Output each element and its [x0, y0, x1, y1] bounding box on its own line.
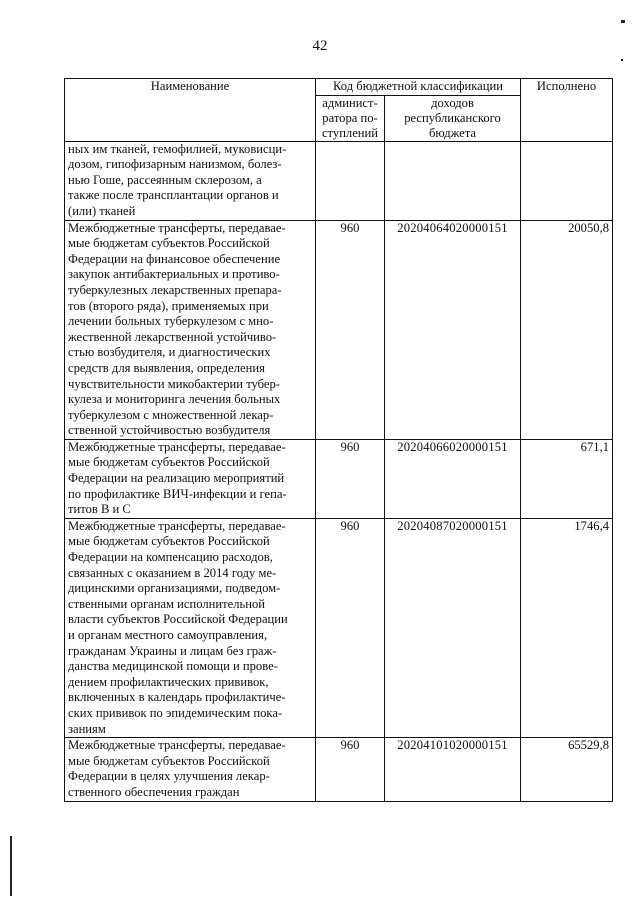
- row-name: [65, 738, 316, 801]
- row-name-line: Межбюджетные трансферты, передавае-: [68, 518, 286, 533]
- row-name: [65, 220, 316, 439]
- row-name-line: лечении больных туберкулезом с мно-: [68, 314, 274, 329]
- row-name-line: включенных в календарь профилактиче-: [68, 690, 286, 705]
- row-name-line: власти субъектов Российской Федерации: [68, 612, 288, 627]
- row-name-line: мые бюджетам субъектов Российской: [68, 534, 270, 549]
- header-executed: Исполнено: [521, 79, 613, 142]
- row-name-line: гражданам Украины и лицам без граж-: [68, 643, 277, 658]
- row-name: [65, 518, 316, 737]
- row-name-line: нью Гоше, рассеянным склерозом, а: [68, 172, 262, 187]
- table-row: [65, 738, 613, 801]
- row-name-line: мые бюджетам субъектов Российской: [68, 753, 270, 768]
- row-admin-code: [316, 141, 385, 220]
- table-row: [65, 439, 613, 518]
- row-executed: [521, 141, 613, 220]
- table-row: [65, 141, 613, 220]
- row-name-line: дицинскими организациями, подведом-: [68, 581, 281, 596]
- row-name-line: тов (второго ряда), применяемых при: [68, 298, 269, 313]
- page-number: 42: [312, 38, 328, 54]
- row-name-line: стью возбудителя, и диагностических: [68, 345, 271, 360]
- row-name-line: по профилактике ВИЧ-инфекции и гепа-: [68, 486, 287, 501]
- table-row: [65, 518, 613, 737]
- margin-mark-dot: [621, 59, 623, 61]
- row-name-line: Федерации на компенсацию расходов,: [68, 550, 273, 565]
- row-name-line: данства медицинской помощи и прове-: [68, 659, 278, 674]
- header-admin-line: ратора по-: [322, 110, 378, 125]
- row-name-line: закупок антибактериальных и противо-: [68, 267, 280, 282]
- row-admin-code: 960: [316, 220, 385, 439]
- row-name-line: заниям: [68, 721, 106, 736]
- row-name-line: Межбюджетные трансферты, передавае-: [68, 220, 286, 235]
- row-name-line: ственными органам исполнительной: [68, 596, 266, 611]
- header-revenue-line: республиканского: [404, 110, 501, 125]
- row-revenue-code: 20204064020000151: [385, 220, 521, 439]
- row-name-line: Межбюджетные трансферты, передавае-: [68, 738, 286, 753]
- row-name-line: мые бюджетам субъектов Российской: [68, 455, 270, 470]
- row-name-line: дением профилактических прививок,: [68, 674, 269, 689]
- row-name-line: титов В и С: [68, 502, 131, 517]
- row-revenue-code: 20204101020000151: [385, 738, 521, 801]
- row-name: [65, 141, 316, 220]
- row-admin-code: 960: [316, 518, 385, 737]
- header-admin-line: админист-: [322, 95, 378, 110]
- header-admin-line: ступлений: [321, 125, 379, 140]
- table-row: [65, 220, 613, 439]
- row-name-line: туберкулезных лекарственных препара-: [68, 282, 282, 297]
- row-name-line: Федерации на реализацию мероприятий: [68, 471, 285, 486]
- row-name-line: Федерации в целях улучшения лекар-: [68, 769, 270, 784]
- row-name-line: мые бюджетам субъектов Российской: [68, 236, 270, 251]
- row-name-line: Федерации на финансовое обеспечение: [68, 251, 281, 266]
- row-revenue-code: [385, 141, 521, 220]
- header-revenue-line: доходов: [431, 95, 474, 110]
- row-name-line: также после трансплантации органов и: [68, 188, 279, 203]
- row-name-line: жественной лекарственной устойчиво-: [68, 329, 277, 344]
- row-executed: 65529,8: [521, 738, 613, 801]
- header-name: Наименование: [65, 79, 316, 142]
- row-executed: 20050,8: [521, 220, 613, 439]
- header-revenue-line: бюджета: [429, 125, 476, 140]
- row-name-line: туберкулезом с множественной лекар-: [68, 407, 274, 422]
- row-name-line: ственной устойчивостью возбудителя: [68, 423, 271, 438]
- row-revenue-code: 20204066020000151: [385, 439, 521, 518]
- row-executed: 671,1: [521, 439, 613, 518]
- row-revenue-code: 20204087020000151: [385, 518, 521, 737]
- row-name-line: средств для выявления, определения: [68, 360, 265, 375]
- row-name-line: ских прививок по эпидемическим пока-: [68, 705, 283, 720]
- row-admin-code: 960: [316, 439, 385, 518]
- row-name-line: кулеза и мониторинга лечения больных: [68, 392, 281, 407]
- row-name-line: (или) тканей: [68, 203, 136, 218]
- budget-table: [64, 78, 613, 802]
- row-name-line: чувствительности микобактерии тубер-: [68, 376, 280, 391]
- row-executed: 1746,4: [521, 518, 613, 737]
- row-admin-code: 960: [316, 738, 385, 801]
- row-name-line: дозом, гипофизарным нанизмом, болез-: [68, 157, 282, 172]
- header-admin: [316, 95, 385, 141]
- row-name-line: Межбюджетные трансферты, передавае-: [68, 439, 286, 454]
- margin-mark-left: [10, 836, 12, 896]
- row-name-line: и органам местного самоуправления,: [68, 628, 268, 642]
- row-name: [65, 439, 316, 518]
- row-name-line: связанных с оказанием в 2014 году ме-: [68, 565, 277, 580]
- row-name-line: ных им тканей, гемофилией, муковисци-: [68, 141, 287, 156]
- margin-mark-top: [621, 20, 625, 23]
- header-revenue: [385, 95, 521, 141]
- row-name-line: ственного обеспечения граждан: [68, 784, 240, 799]
- header-budget-code: Код бюджетной классификации: [316, 79, 521, 96]
